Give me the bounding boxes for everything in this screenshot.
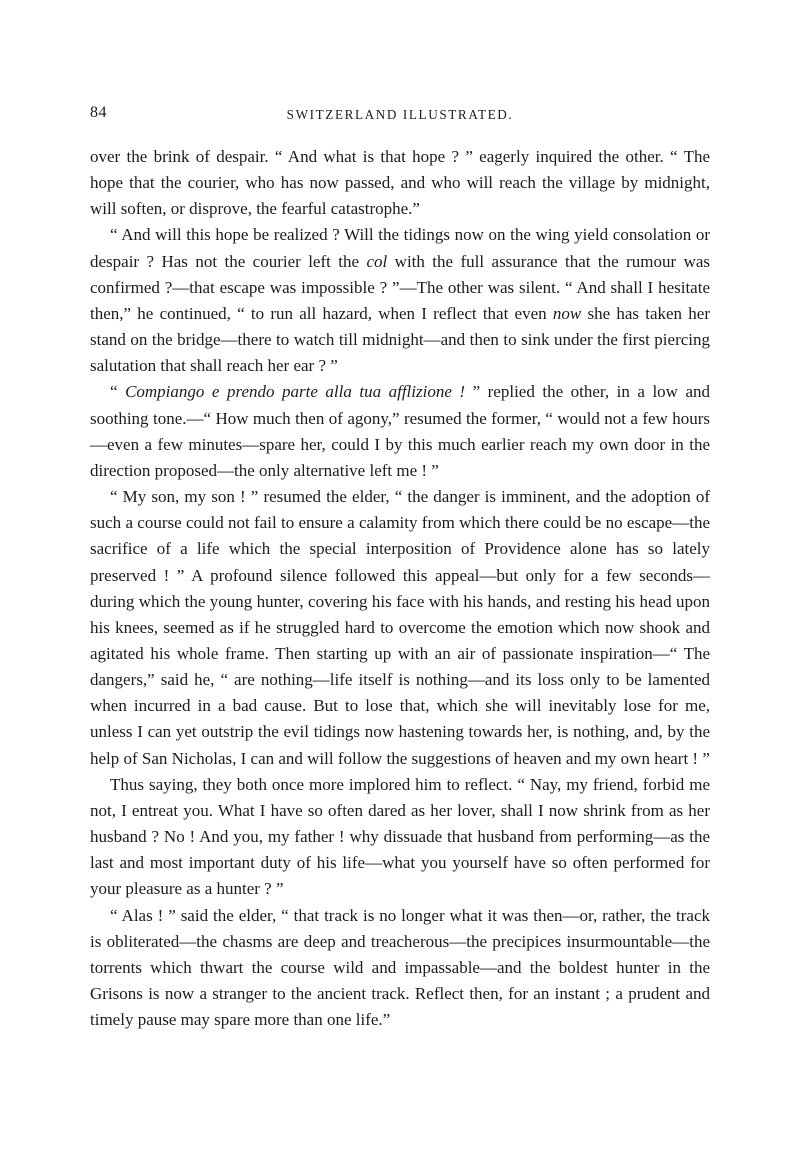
italic-text: now: [552, 303, 582, 323]
paragraph-text: ” replied the other, in a low and soothing tone.—“ How much then of agony,” resumed the former, “ would not a few hours—even a few minutes—spare her, could I by this much earlier reach my own door in the direction proposed—the only alternative left me ! ”: [90, 382, 711, 480]
paragraph: [90, 772, 710, 903]
paragraph: [90, 903, 710, 1034]
paragraph-text: “: [110, 382, 126, 402]
paragraph: [90, 379, 710, 484]
page-header: [90, 104, 710, 134]
paragraph: [90, 144, 710, 222]
page-number: 84: [90, 104, 107, 121]
paragraph-text: “ Alas ! ” said the elder, “ that track is no longer what it was then—or, rather, the track is obliterated—the chasms are deep and treacherous—the precipices insurmountable—the torrents which thwart the course wild and impassable—and the boldest hunter in the Grisons is now a stranger to the ancient track. Reflect then, for an instant ; a prudent and timely pause may spare more than one life.”: [90, 905, 710, 1030]
paragraph-text: with the full assurance that the rumour was confirmed ?—that escape was impossible ? ”—The other was silent. “ And shall I hesitate then,” he continued, “ to run all hazard, when I reflect that even: [90, 251, 711, 323]
paragraph: [90, 222, 710, 379]
paragraph-text: she has taken her stand on the bridge—there to watch till midnight—and then to sink under the first piercing salutation that shall reach her ear ? ”: [90, 303, 710, 376]
italic-text: Compiango e prendo parte alla tua afflizione !: [125, 382, 466, 402]
paragraph-text: “ My son, my son ! ” resumed the elder, “ the danger is imminent, and the adoption of such a course could not fail to ensure a calamity from which there could be no escape—the sacrifice of a life which the special interposition of Providence alone has so lately preserved ! ” A profound silence followed this appeal—but only for a few seconds—during which the young hunter, covering his face with his hands, and resting his head upon his knees, seemed as if he struggled hard to overcome the emotion which now shook and agitated his whole frame. Then starting up with an air of passionate inspiration—“ The dangers,” said he, “ are nothing—life itself is nothing—and its loss only to be lamented when incurred in a bad cause. But to lose that, which she will inevitably lose for me, unless I can yet outstrip the evil tidings now hastening towards her, is nothing, and, by the help of San Nicholas, I can and will follow the suggestions of heaven and my own heart ! ”: [90, 487, 710, 768]
paragraph: [90, 484, 710, 772]
body-text: [90, 144, 710, 1033]
paragraph-text: over the brink of despair. “ And what is that hope ? ” eagerly inquired the other. “ The hope that the courier, who has now passed, and who will reach the village by midnight, will soften, or disprove, the fearful catastrophe.”: [90, 147, 710, 219]
paragraph-text: Thus saying, they both once more implored him to reflect. “ Nay, my friend, forbid me not, I entreat you. What I have so often dared as her lover, shall I now shrink from as her husband ? No ! And you, my father ! why dissuade that husband from performing—as the last and most important duty of his life—what you yourself have so often performed for your pleasure as a hunter ? ”: [90, 774, 710, 899]
running-title: SWITZERLAND ILLUSTRATED.: [286, 107, 514, 122]
italic-text: col: [366, 251, 388, 271]
paragraph-text: “ And will this hope be realized ? Will the tidings now on the wing yield consolation or despair ? Has not the courier left the: [90, 225, 710, 271]
